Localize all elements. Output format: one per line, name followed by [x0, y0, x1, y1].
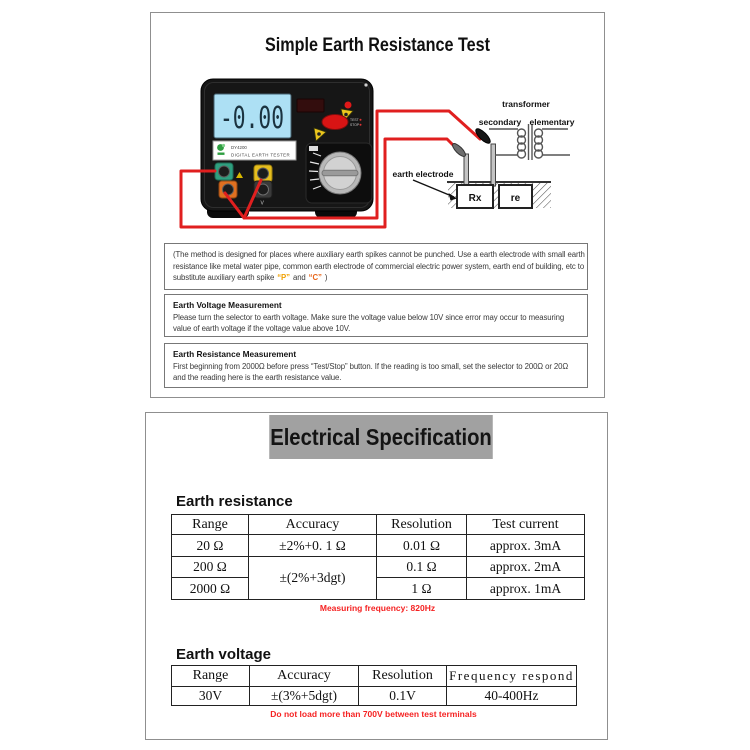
- earth-electrode-label: earth electrode: [392, 169, 454, 179]
- method-note-line1: (The method is designed for places where auxiliary earth spikes cannot be punched. Use a earth electrode with small earth: [173, 250, 585, 259]
- col-header: Resolution: [377, 515, 467, 535]
- case-screw: [364, 83, 367, 86]
- voltage-measurement-heading: Earth Voltage Measurement: [173, 300, 282, 310]
- earth-voltage-heading: Earth voltage: [176, 646, 272, 663]
- battery-window: [297, 99, 324, 112]
- cell-resolution: 0.1V: [359, 687, 447, 706]
- resistance-measurement-body: First beginning from 2000Ω before press “Test/Stop” button. If the reading is too small, set the selector to 200Ω or 20Ω and the reading here is the earth resistance value.: [173, 361, 569, 382]
- electrode-rod-rx: [464, 154, 469, 186]
- electrode-re-label: re: [510, 193, 521, 204]
- overload-warning-note: Do not load more than 700V between test terminals: [270, 709, 477, 719]
- cell-range: 2000 Ω: [172, 578, 249, 600]
- cell-resolution: 1 Ω: [377, 578, 467, 600]
- transformer-symbol: [489, 124, 570, 160]
- measuring-frequency-note: Measuring frequency: 820Hz: [319, 603, 436, 613]
- alligator-clip-gray-icon: [451, 142, 468, 159]
- resistance-measurement-heading: Earth Resistance Measurement: [173, 349, 297, 359]
- col-header: Accuracy: [249, 515, 377, 535]
- earth-voltage-table: [171, 665, 577, 706]
- table-row: [172, 557, 585, 578]
- specification-panel: [145, 412, 608, 740]
- voltage-measurement-box: [164, 294, 588, 337]
- table-row: [172, 578, 585, 600]
- earth-resistance-heading: Earth resistance: [176, 493, 293, 510]
- knob-grip: [322, 170, 358, 176]
- spike-c-token: “C”: [308, 273, 322, 282]
- elementary-label: elementary: [529, 117, 575, 127]
- transformer-label: transformer: [502, 99, 550, 109]
- cell-test-current: approx. 2mA: [467, 557, 585, 578]
- earth-resistance-table: [171, 514, 585, 600]
- col-header: Range: [172, 515, 249, 535]
- cell-accuracy: ±2%+0. 1 Ω: [249, 535, 377, 557]
- test-label: TEST: [350, 118, 359, 122]
- secondary-label: secondary: [478, 117, 522, 127]
- table-row: [172, 535, 585, 557]
- terminal-v-label: V: [260, 200, 264, 207]
- instruction-panel: [150, 12, 605, 398]
- lcd-reading: -0.00: [220, 101, 284, 136]
- electrode-rod-re: [491, 144, 496, 186]
- cell-range: 30V: [172, 687, 250, 706]
- voltage-measurement-body: Please turn the selector to earth voltage. Make sure the voltage value below 10V since error may occur to measuring value of earth voltage if the voltage value above 10V.: [173, 312, 565, 333]
- cell-accuracy: ±(3%+5dgt): [250, 687, 359, 706]
- col-header: Resolution: [359, 666, 447, 687]
- cell-resolution: 0.01 Ω: [377, 535, 467, 557]
- test-stop-button[interactable]: [322, 115, 348, 130]
- col-header: Frequency respond: [447, 666, 577, 687]
- col-header: Test current: [467, 515, 585, 535]
- power-led: [345, 102, 352, 109]
- cell-resolution: 0.1 Ω: [377, 557, 467, 578]
- spike-p-token: “P”: [277, 273, 290, 282]
- method-note-line2: resistance like metal water pipe, common earth electrode of commercial electric power system, earth end of building, etc to: [173, 261, 585, 271]
- electrode-rx-label: Rx: [468, 193, 482, 204]
- cell-test-current: approx. 3mA: [467, 535, 585, 557]
- page-title: Simple Earth Resistance Test: [264, 35, 490, 56]
- stop-label: STOP: [350, 123, 360, 127]
- col-header: Accuracy: [250, 666, 359, 687]
- rotary-selector[interactable]: [306, 143, 372, 203]
- model-name: DIGITAL EARTH TESTER: [231, 152, 291, 158]
- cell-test-current: approx. 1mA: [467, 578, 585, 600]
- table-row: [172, 687, 577, 706]
- terminal-green[interactable]: [215, 163, 233, 180]
- method-note-line3: substitute auxiliary earth spike “P” and “C” ): [173, 273, 328, 282]
- cell-accuracy-merged: ±(2%+3dgt): [249, 557, 377, 600]
- cell-range: 20 Ω: [172, 535, 249, 557]
- terminal-yellow[interactable]: [254, 165, 272, 182]
- model-number: DY4200: [231, 145, 247, 150]
- cell-range: 200 Ω: [172, 557, 249, 578]
- cell-frequency: 40-400Hz: [447, 687, 577, 706]
- spec-title-bar: Electrical Specification: [269, 415, 493, 459]
- col-header: Range: [172, 666, 250, 687]
- method-note-box: [164, 243, 588, 290]
- resistance-measurement-box: [164, 343, 588, 388]
